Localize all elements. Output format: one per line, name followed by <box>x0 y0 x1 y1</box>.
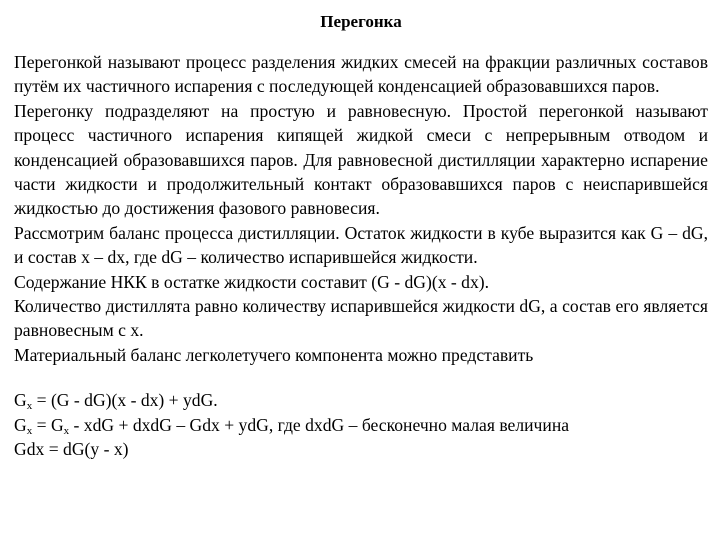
formula-2 <box>14 413 708 437</box>
formula-3: Gdx = dG(y - x) <box>14 439 129 460</box>
formula-1 <box>14 388 708 412</box>
paragraph-definition: Перегонкой называют процесс разделения жидких смесей на фракции различных составов путём их частичного испарения с последующей конденсацией образовавшихся паров. <box>14 52 708 97</box>
paragraph-distillate: Количество дистиллята равно количеству испарившейся жидкости dG, а состав его является равновесным с x. <box>14 296 708 341</box>
formula-2-mid: = G <box>32 414 64 435</box>
formula-2-mid-subscript: x <box>63 424 70 437</box>
paragraph-types: Перегонку подразделяют на простую и равновесную. Простой перегонкой называют процесс частичного испарения кипящей жидкой смеси с непрерывным отводом и конденсацией образовавшихся паров. Для равновесной дистилляции характерно испарение части жидкости и продолжительный контакт образовавшихся паров с неиспарившейся жидкостью до достижения фазового равновесия. <box>14 100 708 219</box>
document-page <box>14 0 708 462</box>
paragraph-nkk-content: Содержание НКК в остатке жидкости составит (G - dG)(x - dx). <box>14 271 490 292</box>
paragraph-material-balance: Материальный баланс легколетучего компонента можно представить <box>14 344 534 365</box>
formula-2-rhs: - xdG + dxdG – Gdx + ydG, где dxdG – бесконечно малая величина <box>69 414 570 435</box>
paragraph-balance: Рассмотрим баланс процесса дистилляции. Остаток жидкости в кубе выразится как G – dG, и состав x – dx, где dG – количество испарившейся жидкости. <box>14 222 708 268</box>
page-title: Перегонка <box>320 12 402 31</box>
formula-1-lhs-subscript: x <box>26 400 33 413</box>
formula-1-lhs: G <box>14 390 27 411</box>
formula-1-rhs: = (G - dG)(x - dx) + ydG. <box>32 390 218 411</box>
formula-block <box>14 388 708 461</box>
formula-2-lhs-subscript: x <box>26 424 33 437</box>
formula-2-lhs: G <box>14 414 27 435</box>
